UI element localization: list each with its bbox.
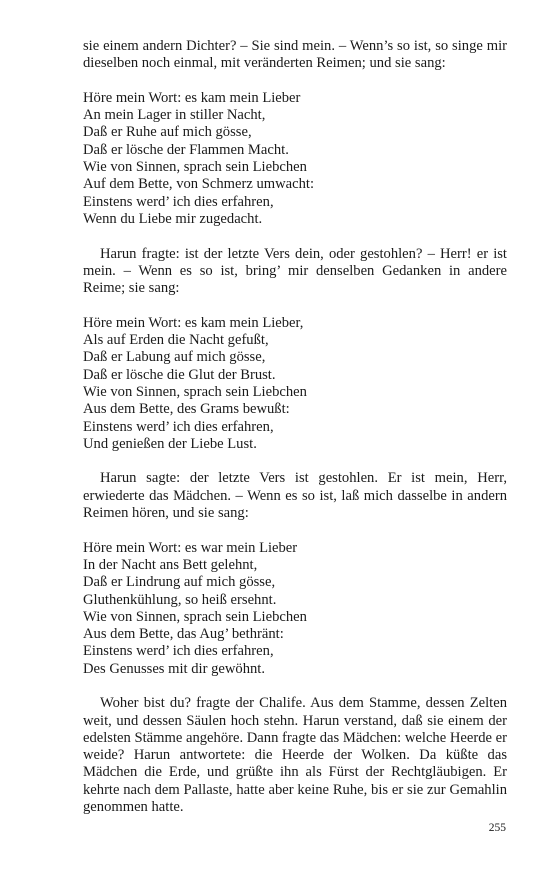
poem-line: Aus dem Bette, das Aug’ bethränt:: [83, 626, 284, 643]
poem-line: Wie von Sinnen, sprach sein Liebchen: [83, 159, 307, 176]
poem-line: Des Genusses mit dir gewöhnt.: [83, 660, 265, 677]
poem-line: Höre mein Wort: es kam mein Lieber,: [83, 314, 304, 331]
poem-line: Wie von Sinnen, sprach sein Liebchen: [83, 383, 307, 400]
stanza-gap: [83, 228, 507, 245]
poem-line: Einstens werd’ ich dies erfahren,: [83, 418, 274, 435]
paragraph-3: Harun sagte: der letzte Vers ist gestohlen. Er ist mein, Herr, erwiederte das Mädchen. – Wenn es so ist, laß mich dasselbe in andern Reimen hören, und sie sang:: [83, 470, 507, 522]
poem-line: Daß er Labung auf mich gösse,: [83, 349, 266, 366]
poem-line: Einstens werd’ ich dies erfahren,: [83, 193, 274, 210]
poem-line: Daß er Lindrung auf mich gösse,: [83, 574, 276, 591]
poem-line: Daß er Ruhe auf mich gösse,: [83, 124, 252, 141]
paragraph-1: sie einem andern Dichter? – Sie sind mein. – Wenn’s so ist, so singe mir dieselben noch einmal, mit veränderten Reimen; und sie sang:: [83, 38, 507, 72]
poem-2: [83, 315, 507, 453]
poem-line: Daß er lösche die Glut der Brust.: [83, 366, 276, 383]
poem-line: Wenn du Liebe mir zugedacht.: [83, 210, 263, 227]
poem-line: Gluthenkühlung, so heiß ersehnt.: [83, 591, 277, 608]
stanza-gap: [83, 678, 507, 695]
stanza-gap: [83, 73, 507, 90]
poem-line: Als auf Erden die Nacht gefußt,: [83, 332, 269, 349]
poem-line: In der Nacht ans Bett gelehnt,: [83, 556, 258, 573]
poem-1: [83, 90, 507, 228]
poem-line: Auf dem Bette, von Schmerz umwacht:: [83, 176, 315, 193]
stanza-gap: [83, 522, 507, 539]
poem-line: Daß er lösche der Flammen Macht.: [83, 141, 289, 158]
poem-3: [83, 540, 507, 678]
poem-line: Einstens werd’ ich dies erfahren,: [83, 643, 274, 660]
poem-line: Wie von Sinnen, sprach sein Liebchen: [83, 608, 307, 625]
paragraph-4: Woher bist du? fragte der Chalife. Aus dem Stamme, dessen Zelten weit, und dessen Säulen hoch stehn. Harun verstand, daß sie einem der edelsten Stämme angehöre. Dann fragte das Mädchen: welche Heerde er weide? Harun antwortete: die Heerde der Wolken. Da küßte das Mädchen die Erde, und grüßte ihn als Fürst der Rechtgläubigen. Er kehrte nach dem Pallaste, hatte aber keine Ruhe, bis er sie zur Gemahlin genommen hatte.: [83, 695, 507, 816]
stanza-gap: [83, 297, 507, 314]
poem-line: An mein Lager in stiller Nacht,: [83, 107, 266, 124]
paragraph-2: Harun fragte: ist der letzte Vers dein, oder gestohlen? – Herr! er ist mein. – Wenn es so ist, bring’ mir denselben Gedanken in andere Reime; sie sang:: [83, 245, 507, 297]
stanza-gap: [83, 453, 507, 470]
poem-line: Aus dem Bette, des Grams bewußt:: [83, 401, 290, 418]
poem-line: Und genießen der Liebe Lust.: [83, 435, 257, 452]
poem-line: Höre mein Wort: es kam mein Lieber: [83, 89, 301, 106]
page-number: 255: [488, 822, 506, 834]
poem-line: Höre mein Wort: es war mein Lieber: [83, 539, 298, 556]
page-text: [83, 38, 507, 816]
